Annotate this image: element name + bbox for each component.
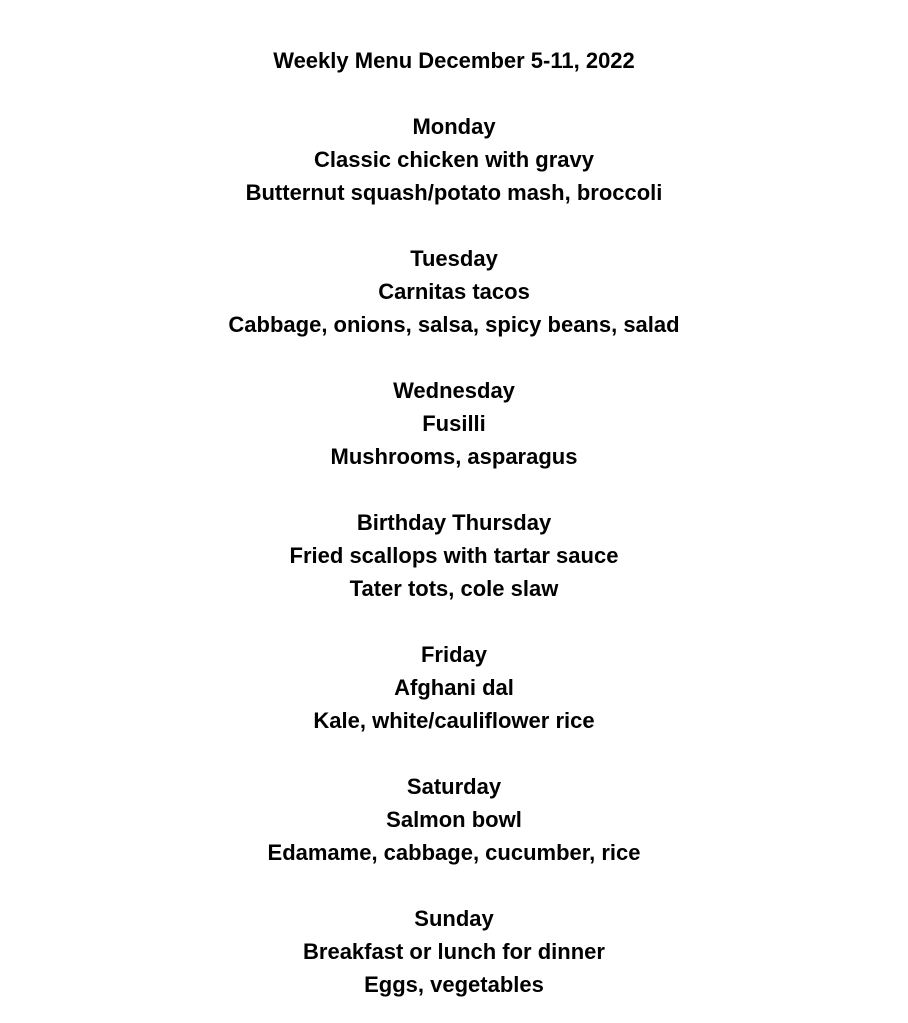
day-heading: Friday (420, 642, 488, 667)
day-block-monday (0, 110, 908, 209)
side-dishes: Mushrooms, asparagus (330, 444, 578, 469)
side-dishes: Eggs, vegetables (364, 972, 544, 997)
main-dish: Carnitas tacos (378, 279, 530, 304)
day-heading: Saturday (406, 774, 502, 799)
main-dish: Fried scallops with tartar sauce (289, 543, 619, 568)
side-dishes: Kale, white/cauliflower rice (313, 708, 595, 733)
day-heading: Monday (412, 114, 496, 139)
day-heading: Sunday (414, 906, 494, 931)
main-dish: Classic chicken with gravy (313, 147, 595, 172)
side-dishes: Edamame, cabbage, cucumber, rice (267, 840, 641, 865)
day-heading: Wednesday (393, 378, 515, 403)
side-dishes: Tater tots, cole slaw (349, 576, 559, 601)
menu-title: Weekly Menu December 5-11, 2022 (273, 48, 635, 73)
day-block-saturday (0, 770, 908, 869)
day-block-friday (0, 638, 908, 737)
side-dishes: Butternut squash/potato mash, broccoli (245, 180, 663, 205)
day-block-sunday (0, 902, 908, 1001)
day-block-wednesday (0, 374, 908, 473)
main-dish: Salmon bowl (386, 807, 522, 832)
main-dish: Breakfast or lunch for dinner (303, 939, 605, 964)
main-dish: Fusilli (422, 411, 486, 436)
day-block-tuesday (0, 242, 908, 341)
side-dishes: Cabbage, onions, salsa, spicy beans, salad (228, 312, 680, 337)
day-heading: Tuesday (410, 246, 498, 271)
day-block-thursday (0, 506, 908, 605)
main-dish: Afghani dal (394, 675, 514, 700)
day-heading: Birthday Thursday (356, 510, 552, 535)
